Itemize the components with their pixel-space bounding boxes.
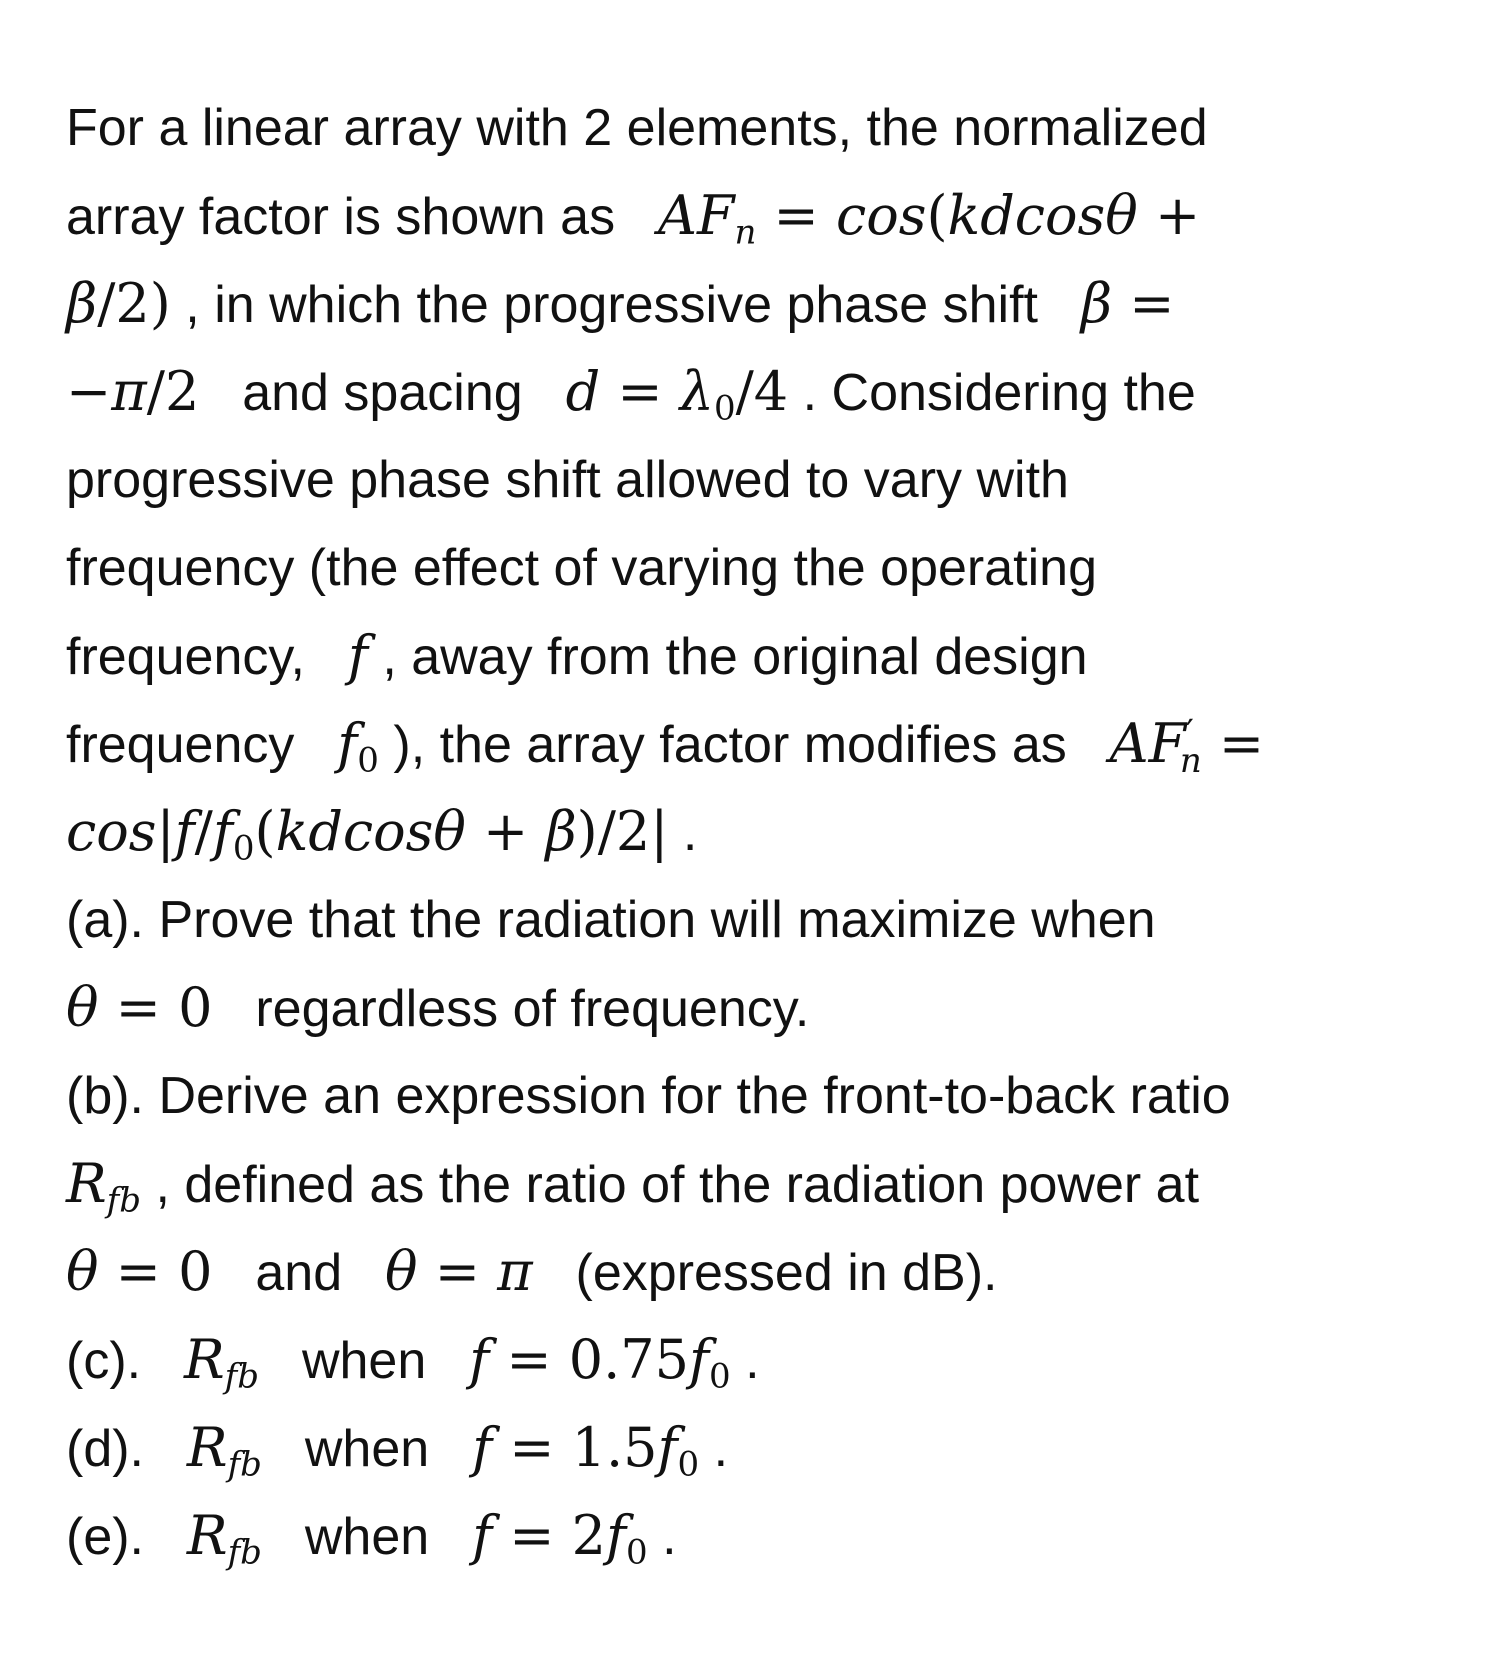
modified-array-factor-rhs: $\cos|f/f_0(kdcos\theta + \beta)/2|$ xyxy=(66,800,669,869)
intro-text-5: progressive phase shift allowed to vary with xyxy=(66,451,1069,509)
intro-line-6 xyxy=(66,524,1456,612)
intro-text-3: , in which the progressive phase shift xyxy=(185,276,1038,334)
part-b-and: and xyxy=(255,1244,343,1302)
part-b-text-3: (expressed in dB). xyxy=(575,1244,998,1302)
intro-text-7b: , away from the original design xyxy=(382,628,1088,686)
rfb-symbol-d: $R_{fb}$ xyxy=(186,1416,262,1485)
part-a-text-2: regardless of frequency. xyxy=(255,980,810,1038)
problem-statement xyxy=(66,84,1456,1580)
part-d-label: (d). xyxy=(66,1420,144,1478)
intro-text-1: For a linear array with 2 elements, the normalized xyxy=(66,99,1208,157)
part-c-line xyxy=(66,1316,1456,1404)
rfb-symbol: $R_{fb}$ xyxy=(66,1152,142,1221)
part-e-label: (e). xyxy=(66,1508,144,1566)
intro-line-1 xyxy=(66,84,1456,172)
intro-line-2 xyxy=(66,172,1456,260)
frequency-2-formula: $f = 2f_0$ xyxy=(472,1504,648,1573)
frequency-symbol: f xyxy=(347,624,368,687)
intro-line-9 xyxy=(66,788,1456,876)
modified-array-factor-lhs: $AF'_n$ = xyxy=(1109,712,1265,781)
part-b-line-2 xyxy=(66,1140,1456,1228)
frequency-15-formula: $f = 1.5f_0$ xyxy=(472,1416,700,1485)
intro-text-7: frequency, xyxy=(66,628,305,686)
part-c-when: when xyxy=(301,1332,427,1390)
intro-text-6: frequency (the effect of varying the operating xyxy=(66,539,1098,597)
part-b-line-3 xyxy=(66,1228,1456,1316)
theta-zero-formula: θ = 0 xyxy=(66,976,213,1039)
intro-line-3 xyxy=(66,260,1456,348)
intro-text-9: . xyxy=(682,804,698,862)
intro-text-4: and spacing xyxy=(242,364,523,422)
rfb-symbol-e: $R_{fb}$ xyxy=(186,1504,262,1573)
beta-half-formula: β/2) xyxy=(66,272,171,335)
part-b-text: (b). Derive an expression for the front-to-back ratio xyxy=(66,1067,1231,1125)
part-c-end: . xyxy=(745,1332,760,1390)
part-d-end: . xyxy=(713,1420,729,1478)
minus-pi-half-formula: −π/2 xyxy=(66,360,200,423)
intro-line-4 xyxy=(66,348,1456,436)
frequency-075-formula: $f = 0.75f_0$ xyxy=(469,1328,731,1397)
part-a-line-2 xyxy=(66,964,1456,1052)
intro-text-8b: ), the array factor modifies as xyxy=(393,716,1067,774)
part-e-end: . xyxy=(662,1508,677,1566)
part-e-when: when xyxy=(304,1508,430,1566)
part-b-text-2: , defined as the ratio of the radiation power at xyxy=(155,1156,1200,1214)
intro-line-5 xyxy=(66,436,1456,524)
part-d-when: when xyxy=(304,1420,430,1478)
part-a-line-1 xyxy=(66,876,1456,964)
beta-equals-formula: β = xyxy=(1080,272,1175,335)
design-frequency-symbol: $f_0$ xyxy=(337,712,379,781)
spacing-formula: $d = \lambda_0/4$ xyxy=(565,360,789,429)
part-a-text: (a). Prove that the radiation will maximize when xyxy=(66,891,1156,949)
intro-line-8 xyxy=(66,700,1456,788)
array-factor-formula: $AF_n = \cos(kdcos\theta$ + xyxy=(658,184,1201,253)
part-e-line xyxy=(66,1492,1456,1580)
rfb-symbol-c: $R_{fb}$ xyxy=(184,1328,260,1397)
part-b-line-1 xyxy=(66,1052,1456,1140)
intro-line-7 xyxy=(66,612,1456,700)
part-d-line xyxy=(66,1404,1456,1492)
intro-text-4b: . Considering the xyxy=(802,364,1196,422)
theta-zero-formula-b: θ = 0 xyxy=(66,1240,213,1303)
theta-pi-formula: θ = π xyxy=(385,1240,533,1303)
part-c-label: (c). xyxy=(66,1332,142,1390)
intro-text-8: frequency xyxy=(66,716,295,774)
intro-text-2: array factor is shown as xyxy=(66,188,616,246)
